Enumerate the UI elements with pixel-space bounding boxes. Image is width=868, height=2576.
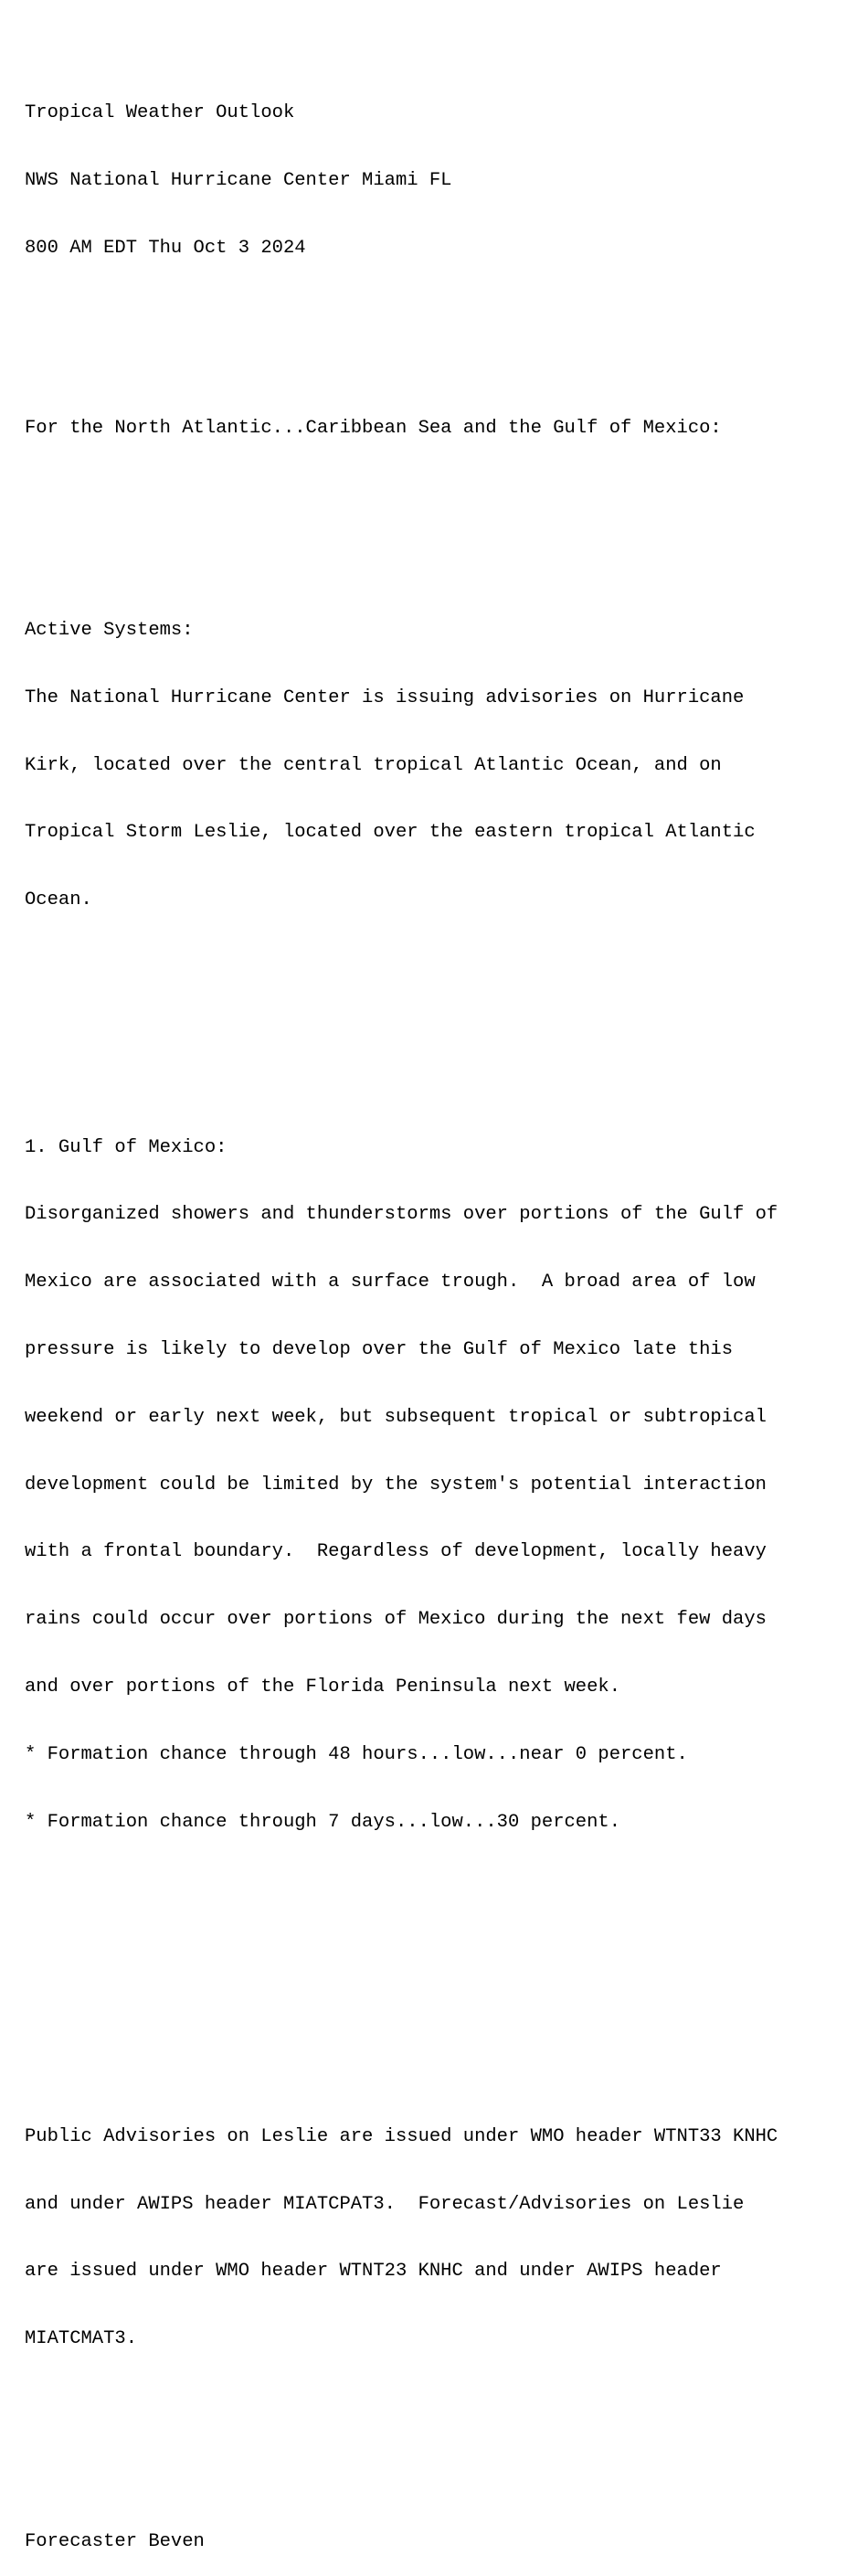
document-title: Tropical Weather Outlook <box>25 102 295 124</box>
section-heading: Active Systems: <box>25 620 194 642</box>
spacer <box>25 1923 861 1946</box>
spacer <box>25 1002 861 1025</box>
text-line: Tropical Storm Leslie, located over the eastern tropical Atlantic <box>25 822 756 844</box>
text-line: Public Advisories on Leslie are issued under WMO header WTNT33 KNHC <box>25 2125 778 2147</box>
formation-chance-7d: * Formation chance through 7 days...low...30 percent. <box>25 1811 621 1833</box>
text-line: Kirk, located over the central tropical Atlantic Ocean, and on <box>25 754 722 776</box>
outlook-document <box>25 13 861 2576</box>
text-line: Disorganized showers and thunderstorms over portions of the Gulf of <box>25 1204 778 1226</box>
active-systems-section <box>25 575 861 957</box>
text-line: pressure is likely to develop over the Gulf of Mexico late this <box>25 1339 734 1361</box>
text-line: and over portions of the Florida Peninsula next week. <box>25 1676 621 1698</box>
text-line: are issued under WMO header WTNT23 KNHC and under AWIPS header <box>25 2261 722 2283</box>
text-line: MIATCMAT3. <box>25 2328 138 2350</box>
coverage-scope: For the North Atlantic...Caribbean Sea and the Gulf of Mexico: <box>25 417 722 439</box>
spacer <box>25 484 861 507</box>
text-line: rains could occur over portions of Mexico during the next few days <box>25 1609 767 1631</box>
formation-chance-48h: * Formation chance through 48 hours...low...near 0 percent. <box>25 1743 688 1765</box>
forecaster-signature: Forecaster Beven <box>25 2530 205 2552</box>
text-line: with a frontal boundary. Regardless of development, locally heavy <box>25 1541 767 1563</box>
text-line: The National Hurricane Center is issuing advisories on Hurricane <box>25 687 745 708</box>
text-line: Mexico are associated with a surface trough. A broad area of low <box>25 1272 756 1293</box>
text-line: and under AWIPS header MIATCPAT3. Forecast/Advisories on Leslie <box>25 2193 745 2215</box>
text-line: development could be limited by the system's potential interaction <box>25 1474 767 1496</box>
spacer <box>25 2441 861 2464</box>
spacer <box>25 350 861 373</box>
spacer <box>25 1991 861 2014</box>
section-heading: 1. Gulf of Mexico: <box>25 1136 228 1158</box>
document-header <box>25 58 861 305</box>
outlook-item-gulf-of-mexico <box>25 1092 861 1879</box>
advisories-section <box>25 2081 861 2396</box>
issue-time: 800 AM EDT Thu Oct 3 2024 <box>25 237 306 259</box>
text-line: weekend or early next week, but subsequent tropical or subtropical <box>25 1406 767 1428</box>
text-line: Ocean. <box>25 889 92 911</box>
issuing-office: NWS National Hurricane Center Miami FL <box>25 170 452 192</box>
